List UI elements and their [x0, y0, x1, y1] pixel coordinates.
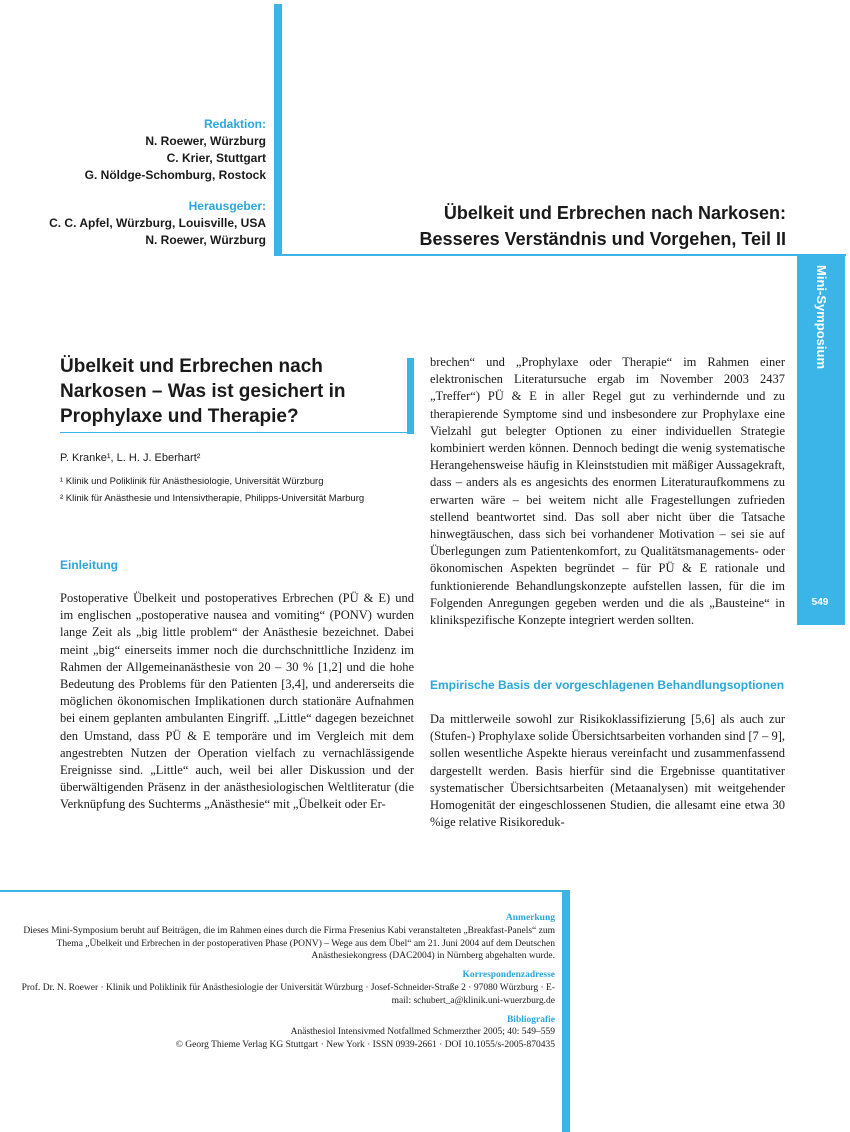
redaktion-editor: N. Roewer, Würzburg	[145, 134, 266, 148]
bibliografie-citation: Anästhesiol Intensivmed Notfallmed Schmerzther 2005; 40: 549–559	[290, 1027, 555, 1038]
bibliografie-copyright: © Georg Thieme Verlag KG Stuttgart · New York · ISSN 0939-2661 · DOI 10.1055/s-2005-870435	[175, 1040, 555, 1051]
body-paragraph-column2: brechen“ und „Prophylaxe oder Therapie“ im Rahmen einer elektronischen Literatursuche ergab im November 2003 2437 „Treffer“) PÜ & E in aller Regel gut zu verhindernde und zu therapierende Symptome sind und insbesondere zur Prophylaxe eine Vielzahl gut belegter Optionen zu einer individuellen Strategie kombiniert werden können. Dennoch bedingt die wenig systematische Herangehensweise häufig in Kleinststudien mit mäßiger Aussagekraft, dass – anders als es angesichts des enormen Literaturaufkommens zu erwarten wäre – bei weitem nicht alle Fragestellungen zufrieden stellend beantwortet sind. Das soll aber nicht über die Tatsache hinwegtäuschen, dass sich bei vorhandener Motivation – sei sie auf Überlegungen zum Patientenkomfort, zu Qualitätsmanagements- oder ökonomischen Aspekten begründet – für PÜ & E rationale und funktionierende Behandlungskonzepte aufstellen lassen, für die im Folgenden Anregungen gegeben werden und die als „Bausteine“ in klinikspezifische Konzepte integriert werden sollten.	[430, 355, 785, 628]
footer-rule	[0, 890, 570, 892]
series-title-line: Übelkeit und Erbrechen nach Narkosen:	[443, 203, 786, 223]
section-heading-einleitung: Einleitung	[60, 558, 118, 572]
title-accent-bar	[407, 358, 414, 434]
header-rule	[274, 254, 846, 256]
affiliation: ¹ Klinik und Poliklinik für Anästhesiologie, Universität Würzburg	[60, 476, 324, 487]
editors-block	[30, 116, 266, 249]
side-tab	[797, 255, 845, 625]
section-heading-empirical: Empirische Basis der vorgeschlagenen Behandlungsoptionen	[430, 678, 785, 692]
anmerkung-text: Dieses Mini-Symposium beruht auf Beiträgen, die im Rahmen eines durch die Firma Fresenius Kabi veranstalteten „Breakfast-Panels“ zum Thema „Übelkeit und Erbrechen in der postoperativen Phase (PONV) – Wege aus dem Übel“ am 21. Juni 2004 auf dem Deutschen Anästhesiekongress (DAC2004) in Nürnberg abgehalten wurde.	[23, 925, 555, 962]
article-title: Übelkeit und Erbrechen nach Narkosen – Was ist gesichert in Prophylaxe und Therapie?	[60, 356, 346, 427]
title-underline-rule	[60, 432, 414, 433]
footer-notes	[20, 912, 555, 1052]
herausgeber-editor: N. Roewer, Würzburg	[145, 233, 266, 247]
authors: P. Kranke¹, L. H. J. Eberhart²	[60, 452, 201, 464]
affiliation: ² Klinik für Anästhesie und Intensivtherapie, Philipps-Universität Marburg	[60, 493, 365, 504]
herausgeber-editor: C. C. Apfel, Würzburg, Louisville, USA	[49, 216, 266, 230]
redaktion-editor: G. Nöldge-Schomburg, Rostock	[84, 168, 266, 182]
series-title	[290, 200, 786, 252]
side-tab-label: Mini-Symposium	[814, 265, 829, 370]
top-vertical-accent-bar	[274, 4, 282, 256]
series-title-line: Besseres Verständnis und Vorgehen, Teil II	[419, 229, 786, 249]
anmerkung-label: Anmerkung	[505, 913, 555, 923]
redaktion-label: Redaktion:	[203, 117, 266, 131]
herausgeber-label: Herausgeber:	[188, 199, 266, 213]
body-paragraph-intro: Postoperative Übelkeit und postoperatives Erbrechen (PÜ & E) und im englischen „postoperative nausea and vomiting“ (PONV) wurden lange Zeit als „big little problem“ der Anästhesie bezeichnet. Dabei meint „big“ einerseits immer noch die durchschnittliche Inzidenz im Rahmen der Allgemeinanästhesie von 20 – 30 % [1,2] und die hohe Bedeutung des Problems für den Patienten [3,4], und andererseits die möglichen ökonomischen Implikationen durch stationäre Aufnahmen bei einem geplanten ambulanten Eingriff. „Little“ dagegen bezeichnet den Umstand, dass PÜ & E temporäre und im Vergleich mit dem angestrebten Nutzen der Operation vielfach zu vernachlässigende Ereignisse sind. „Little“ auch, weil bei aller Diskussion und der überwältigenden Präsenz in der anästhesiologischen Weltliteratur (die Verknüpfung des Suchterms „Anästhesie“ mit „Übelkeit oder Er-	[60, 591, 414, 812]
korrespondenz-text: Prof. Dr. N. Roewer · Klinik und Poliklinik für Anästhesiologie der Universität Würzburg · Josef-Schneider-Straße 2 · 97080 Würzburg · E-mail: schubert_a@klinik.uni-wuerzburg.de	[21, 982, 555, 1006]
redaktion-editor: C. Krier, Stuttgart	[166, 151, 266, 165]
korrespondenz-label: Korrespondenzadresse	[462, 970, 555, 981]
footer-vertical-accent-bar	[562, 890, 570, 1132]
page-number: 549	[811, 597, 829, 608]
body-paragraph-empirical: Da mittlerweile sowohl zur Risikoklassifizierung [5,6] als auch zur (Stufen-) Prophylaxe solide Übersichtsarbeiten vorhanden sind [7 – 9], sollen wesentliche Aspekte hieraus vereinfacht und zusammenfassend dargestellt werden. Basis hierfür sind die Ergebnisse quantitativer systematischer Übersichtsarbeiten (Metaanalysen) mit weitgehender Homogenität der eingeschlossenen Studien, die allesamt eine etwa 30 %ige relative Risikoreduk-	[430, 712, 785, 830]
bibliografie-label: Bibliografie	[506, 1014, 555, 1025]
